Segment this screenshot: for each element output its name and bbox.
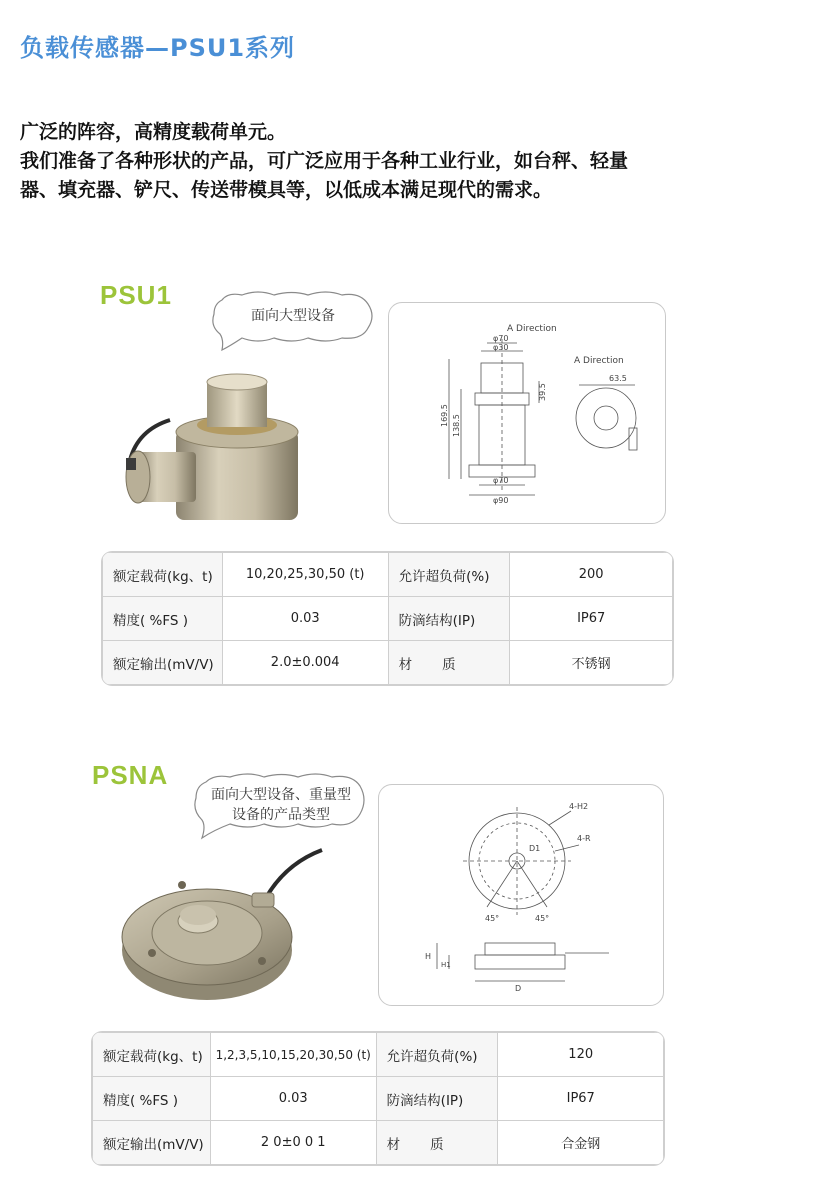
intro-text	[20, 118, 825, 205]
spec-value: IP67	[498, 1077, 664, 1121]
spec-value: 0.03	[210, 1077, 376, 1121]
table-row	[103, 641, 673, 685]
dimension-label: H	[425, 952, 432, 961]
dimension-label: φ90	[493, 496, 509, 505]
spec-label: 精度( %FS )	[93, 1077, 211, 1121]
dimension-label: 4-R	[577, 834, 591, 843]
spec-label: 额定输出(mV/V)	[103, 641, 223, 685]
intro-line: 我们准备了各种形状的产品，可广泛应用于各种工业行业，如台秤、轻量	[20, 150, 629, 172]
dimension-label: 45°	[535, 914, 550, 923]
dimension-label: D1	[529, 844, 541, 853]
drawing-label: A Direction	[574, 356, 624, 366]
intro-line: 器、填充器、铲尺、传送带模具等，以低成本满足现代的需求。	[20, 179, 553, 201]
dimension-label: 39.5	[538, 383, 547, 401]
dimension-label: 63.5	[609, 374, 627, 383]
spec-label: 额定载荷(kg、t)	[93, 1033, 211, 1077]
table-row	[93, 1121, 664, 1165]
dimension-drawing	[389, 303, 666, 524]
spec-label: 材质	[388, 641, 510, 685]
dimension-label: 169.5	[440, 404, 449, 427]
spec-value: 不锈钢	[510, 641, 673, 685]
spec-label: 额定载荷(kg、t)	[103, 553, 223, 597]
table-row	[93, 1033, 664, 1077]
model-name: PSU1	[100, 280, 172, 310]
dimension-label: D	[515, 984, 522, 993]
speech-bubble	[208, 290, 378, 352]
dimension-label: 45°	[485, 914, 500, 923]
spec-label: 允许超负荷(%)	[376, 1033, 498, 1077]
technical-drawing-psu1	[388, 302, 666, 524]
spec-label: 精度( %FS )	[103, 597, 223, 641]
bubble-line: 面向大型设备、重量型	[211, 787, 351, 803]
bubble-text	[192, 785, 370, 825]
bubble-line: 面向大型设备	[251, 308, 335, 324]
spec-value: 1,2,3,5,10,15,20,30,50 (t)	[210, 1033, 376, 1077]
dimension-label: φ30	[493, 343, 509, 352]
spec-value: IP67	[510, 597, 673, 641]
dimension-label: H1	[441, 961, 451, 969]
product-photo-psna	[112, 845, 347, 1010]
table-row	[103, 597, 673, 641]
intro-line: 广泛的阵容，高精度载荷单元。	[20, 121, 287, 143]
product-photo-psu1	[110, 360, 310, 530]
spec-value: 200	[510, 553, 673, 597]
bubble-line: 设备的产品类型	[232, 807, 330, 823]
spec-label: 允许超负荷(%)	[388, 553, 510, 597]
bubble-text	[208, 306, 378, 326]
spec-value: 0.03	[222, 597, 388, 641]
load-cell-image	[112, 845, 347, 1010]
spec-table-psna	[92, 1032, 664, 1165]
speech-bubble	[192, 772, 370, 840]
page-title: 负载传感器—PSU1系列	[20, 34, 296, 62]
spec-value: 10,20,25,30,50 (t)	[222, 553, 388, 597]
dimension-label: φ70	[493, 476, 509, 485]
dimension-drawing	[379, 785, 664, 1006]
model-name: PSNA	[92, 760, 169, 790]
spec-label: 防滴结构(IP)	[388, 597, 510, 641]
load-cell-image	[110, 360, 310, 530]
spec-label: 材质	[376, 1121, 498, 1165]
table-row	[103, 553, 673, 597]
drawing-label: A Direction	[507, 324, 557, 334]
table-row	[93, 1077, 664, 1121]
spec-value: 2 0±0 0 1	[210, 1121, 376, 1165]
spec-value: 合金钢	[498, 1121, 664, 1165]
spec-table-psu1	[102, 552, 673, 685]
dimension-label: 4-H2	[569, 802, 589, 811]
dimension-label: 138.5	[452, 414, 461, 437]
spec-value: 120	[498, 1033, 664, 1077]
spec-label: 额定输出(mV/V)	[93, 1121, 211, 1165]
spec-value: 2.0±0.004	[222, 641, 388, 685]
spec-label: 防滴结构(IP)	[376, 1077, 498, 1121]
dimension-label: φ70	[493, 334, 509, 343]
technical-drawing-psna	[378, 784, 664, 1006]
